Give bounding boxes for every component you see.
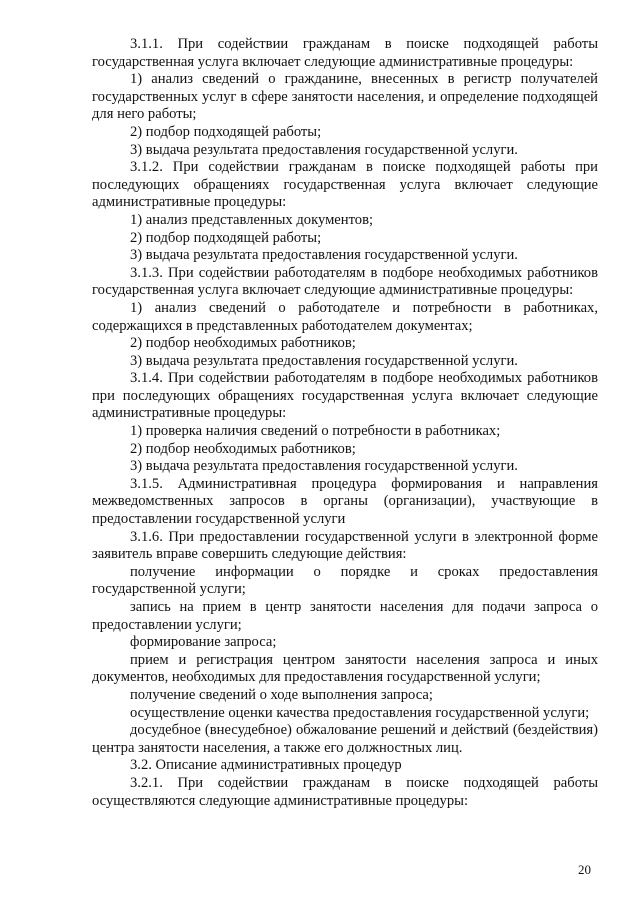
list-item: 3) выдача результата предоставления государственной услуги. [130,458,518,475]
document-body [92,36,598,810]
list-item: осуществление оценки качества предоставления государственной услуги; [130,704,590,721]
list-item: прием и регистрация центром занятости населения запроса и иных документов, необходимых для предоставления государственной услуги; [92,651,598,686]
list-item: 1) анализ сведений о работодателе и потребности в работниках, содержащихся в представленных работодателем документах; [92,299,598,334]
paragraph-3-1-6: 3.1.6. При предоставлении государственной услуги в электронной форме заявитель вправе совершить следующие действия: [92,528,598,563]
paragraph-3-1-4: 3.1.4. При содействии работодателям в подборе необходимых работников при последующих обращениях государственная услуга включает следующие административные процедуры: [92,370,598,422]
list-item: 1) анализ представленных документов; [130,211,374,228]
list-item: 3) выдача результата предоставления государственной услуги. [130,352,518,369]
list-item: 2) подбор необходимых работников; [130,440,356,457]
list-item: 2) подбор подходящей работы; [130,123,322,140]
list-item: запись на прием в центр занятости населения для подачи запроса о предоставлении услуги; [92,599,598,633]
list-item: 1) проверка наличия сведений о потребности в работниках; [130,423,501,440]
list-item: 2) подбор подходящей работы; [130,229,322,246]
list-item: досудебное (внесудебное) обжалование решений и действий (бездействия) центра занятости населения, а также его должностных лиц. [92,722,598,756]
section-heading-3-2: 3.2. Описание административных процедур [130,757,402,774]
list-item: 2) подбор необходимых работников; [130,335,356,352]
paragraph-3-1-5: 3.1.5. Административная процедура формирования и направления межведомственных запросов в органы (организации), участвующие в предоставлении государственной услуги [92,475,598,528]
paragraph-3-2-1: 3.2.1. При содействии гражданам в поиске подходящей работы осуществляются следующие административные процедуры: [92,774,598,809]
paragraph-3-1-2: 3.1.2. При содействии гражданам в поиске подходящей работы при последующих обращениях государственная услуга включает следующие административные процедуры: [92,159,598,211]
list-item: получение информации о порядке и сроках предоставления государственной услуги; [92,563,598,598]
paragraph-3-1-3: 3.1.3. При содействии работодателям в подборе необходимых работников государственная услуга включает следующие административные процедуры: [92,264,598,299]
list-item: 1) анализ сведений о гражданине, внесенных в регистр получателей государственных услуг в сфере занятости населения, и определение подходящей для него работы; [92,71,598,123]
list-item: 3) выдача результата предоставления государственной услуги. [130,247,518,264]
paragraph-3-1-1: 3.1.1. При содействии гражданам в поиске подходящей работы государственная услуга включает следующие административные процедуры: [92,36,598,70]
page-number: 20 [578,862,591,877]
list-item: формирование запроса; [130,634,277,651]
list-item: 3) выдача результата предоставления государственной услуги. [130,141,518,158]
list-item: получение сведений о ходе выполнения запроса; [130,686,433,703]
